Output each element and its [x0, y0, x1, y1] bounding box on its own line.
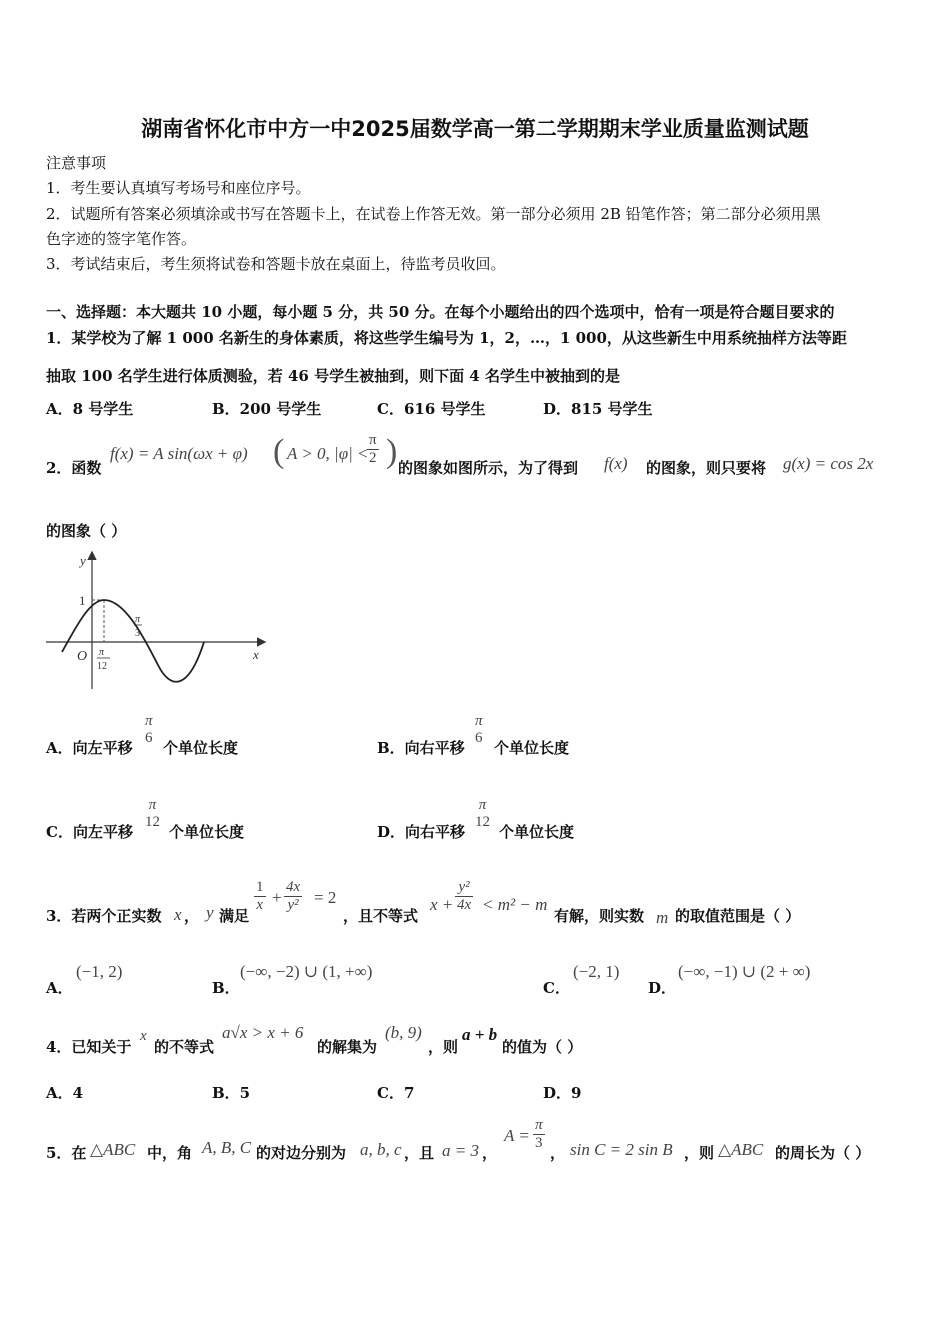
- q3-option-c-label[interactable]: C．: [543, 979, 570, 997]
- origin-label: O: [77, 649, 88, 664]
- q5-sides: a, b, c: [360, 1140, 402, 1159]
- q4-suffix: 的值为（ ）: [502, 1038, 583, 1056]
- q5-A-equals: A =: [504, 1126, 530, 1145]
- q4-solution-set: (b, 9): [385, 1023, 422, 1042]
- q4-prefix: 4．已知关于: [46, 1038, 132, 1056]
- q3-ineq-x: x +: [430, 895, 454, 914]
- x-axis-label: x: [253, 647, 259, 662]
- q2-option-c-fraction: [143, 797, 162, 831]
- fraction-numerator: π: [369, 432, 377, 448]
- q3-option-a-label[interactable]: A．: [46, 979, 73, 997]
- fraction-numerator: 4x: [286, 879, 301, 895]
- q2-prefix: 2．函数: [46, 459, 102, 477]
- q5-comma-2: ，: [550, 1144, 566, 1162]
- y-axis-label: y: [80, 553, 86, 568]
- q3-plus: +: [272, 888, 282, 907]
- y-tick-one: 1: [79, 593, 86, 608]
- q3-equals-2: = 2: [314, 888, 337, 907]
- q5-A-fraction: [533, 1117, 545, 1152]
- q2-option-c-suffix: 个单位长度: [169, 823, 245, 841]
- q4-sum: a + b: [462, 1025, 498, 1044]
- q4-inequality: a√x > x + 6: [222, 1023, 304, 1042]
- q3-option-b-label[interactable]: B．: [212, 979, 240, 997]
- q2-option-b-label[interactable]: B．向右平移: [377, 739, 465, 757]
- q2-fx: f(x): [604, 454, 628, 473]
- q5-comma: ，: [482, 1144, 498, 1162]
- q3-option-a-expr: (−1, 2): [76, 962, 123, 981]
- fraction-denominator: x: [256, 897, 264, 913]
- q3-var-x: x: [174, 905, 182, 924]
- q2-line-2: 的图象（ ）: [46, 522, 127, 540]
- q2-condition-fraction: [367, 432, 379, 467]
- tick-pi-3-den: 3: [135, 628, 140, 639]
- q5-sine-relation: sin C = 2 sin B: [570, 1140, 673, 1159]
- q2-option-b-fraction: [473, 713, 485, 747]
- notice-heading: 注意事项: [46, 154, 107, 172]
- tick-pi-12-num: π: [99, 647, 105, 658]
- q2-option-c-label[interactable]: C．向左平移: [46, 823, 133, 841]
- q4-option-b[interactable]: B．5: [212, 1084, 251, 1102]
- q5-angles: A, B, C: [202, 1138, 252, 1157]
- fraction-denominator: 4x: [457, 897, 472, 913]
- q2-option-d-suffix: 个单位长度: [499, 823, 575, 841]
- q4-text-mid1: 的不等式: [154, 1038, 215, 1056]
- question-1-line-1: 1．某学校为了解 1 000 名新生的身体素质，将这些学生编号为 1，2，…，1 000，从这些新生中用系统抽样方法等距: [46, 329, 847, 347]
- q2-condition: A > 0, |φ| <: [287, 444, 369, 463]
- q2-f-expression: f(x) = A sin(ωx + φ): [110, 444, 248, 463]
- tick-pi-12-den: 12: [97, 661, 107, 672]
- q3-text-mid1: 满足: [219, 907, 250, 925]
- q5-a-equals: a = 3: [442, 1141, 479, 1160]
- q4-option-d[interactable]: D．9: [543, 1084, 582, 1102]
- q3-fraction-2: [284, 879, 302, 914]
- notice-item: 2．试题所有答案必须填涂或书写在答题卡上，在试卷上作答无效。第一部分必须用 2B 铅笔作答；第二部分必须用黑: [46, 205, 821, 223]
- q3-option-d-expr: (−∞, −1) ∪ (2 + ∞): [678, 962, 811, 981]
- q4-option-c[interactable]: C．7: [377, 1084, 415, 1102]
- fraction-numerator: π: [478, 797, 487, 813]
- q1-option-b[interactable]: B．200 号学生: [212, 400, 322, 418]
- q2-option-b-suffix: 个单位长度: [494, 739, 570, 757]
- q4-text-mid2: 的解集为: [317, 1038, 378, 1056]
- fraction-numerator: π: [475, 713, 483, 729]
- q2-text-mid: 的图象如图所示，为了得到: [398, 459, 579, 477]
- q3-text-mid2: ，且不等式: [343, 907, 419, 925]
- fraction-denominator: 2: [369, 450, 377, 466]
- right-paren-icon: ): [386, 433, 398, 470]
- notice-item: 3．考试结束后，考生须将试卷和答题卡放在桌面上，待监考员收回。: [46, 255, 506, 273]
- q3-prefix: 3．若两个正实数: [46, 907, 162, 925]
- fraction-numerator: π: [145, 713, 153, 729]
- q2-option-a-fraction: [143, 713, 155, 747]
- fraction-denominator: 12: [145, 814, 160, 830]
- fraction-numerator: π: [148, 797, 157, 813]
- q1-option-d[interactable]: D．815 号学生: [543, 400, 653, 418]
- fraction-denominator: 6: [145, 730, 153, 746]
- question-1-line-2: 抽取 100 名学生进行体质测验，若 46 号学生被抽到，则下面 4 名学生中被抽到的是: [46, 367, 620, 385]
- q4-var-x: x: [140, 1028, 147, 1044]
- q3-fraction-1: [254, 879, 266, 914]
- q5-text-mid4: ，则: [684, 1144, 715, 1162]
- q3-option-c-expr: (−2, 1): [573, 962, 620, 981]
- fraction-denominator: 12: [475, 814, 490, 830]
- notice-item: 色字迹的签字笔作答。: [46, 230, 197, 248]
- fraction-numerator: y²: [455, 879, 473, 897]
- q2-g-expression: g(x) = cos 2x: [783, 454, 874, 473]
- q2-option-a-label[interactable]: A．向左平移: [46, 739, 133, 757]
- q2-option-d-fraction: [473, 797, 492, 831]
- q3-option-b-expr: (−∞, −2) ∪ (1, +∞): [240, 962, 373, 981]
- q3-var-y: y: [206, 903, 214, 922]
- q5-suffix: 的周长为（ ）: [775, 1144, 871, 1162]
- fraction-denominator: 3: [535, 1135, 543, 1151]
- q3-comma: ，: [184, 907, 200, 925]
- q5-triangle-2: △ABC: [718, 1140, 764, 1159]
- q2-option-d-label[interactable]: D．向右平移: [377, 823, 466, 841]
- q1-option-c[interactable]: C．616 号学生: [377, 400, 486, 418]
- q5-text-mid2: 的对边分别为: [256, 1144, 347, 1162]
- left-paren-icon: (: [273, 433, 285, 470]
- q5-triangle: △ABC: [90, 1140, 136, 1159]
- q3-text-mid3: 有解，则实数: [554, 907, 645, 925]
- section-heading: 一、选择题：本大题共 10 小题，每小题 5 分，共 50 分。在每个小题给出的四个选项中，恰有一项是符合题目要求的: [46, 303, 835, 321]
- q3-fraction-3: [455, 879, 473, 914]
- fraction-denominator: 6: [475, 730, 483, 746]
- tick-pi-3-num: π: [135, 614, 141, 625]
- q4-text-mid3: ，则: [428, 1038, 459, 1056]
- q2-text-mid2: 的图象，则只要将: [646, 459, 767, 477]
- q5-prefix: 5．在: [46, 1144, 87, 1162]
- q1-option-a[interactable]: A．8 号学生: [46, 400, 134, 418]
- q3-var-m: m: [656, 908, 669, 927]
- fraction-denominator: y²: [287, 897, 299, 913]
- q3-suffix: 的取值范围是（ ）: [675, 907, 801, 925]
- q3-ineq-rhs: < m² − m: [482, 895, 548, 914]
- q2-option-a-suffix: 个单位长度: [163, 739, 239, 757]
- page-title: 湖南省怀化市中方一中2025届数学高一第二学期期末学业质量监测试题: [141, 117, 809, 141]
- fraction-numerator: 1: [256, 879, 264, 895]
- sine-graph: [42, 547, 272, 697]
- fraction-numerator: π: [535, 1117, 543, 1133]
- q5-text-mid3: ，且: [404, 1144, 435, 1162]
- q4-option-a[interactable]: A．4: [46, 1084, 84, 1102]
- q3-option-d-label[interactable]: D．: [648, 979, 677, 997]
- notice-item: 1．考生要认真填写考场号和座位序号。: [46, 179, 311, 197]
- sine-curve: [62, 600, 204, 682]
- q5-text-mid1: 中，角: [147, 1144, 193, 1162]
